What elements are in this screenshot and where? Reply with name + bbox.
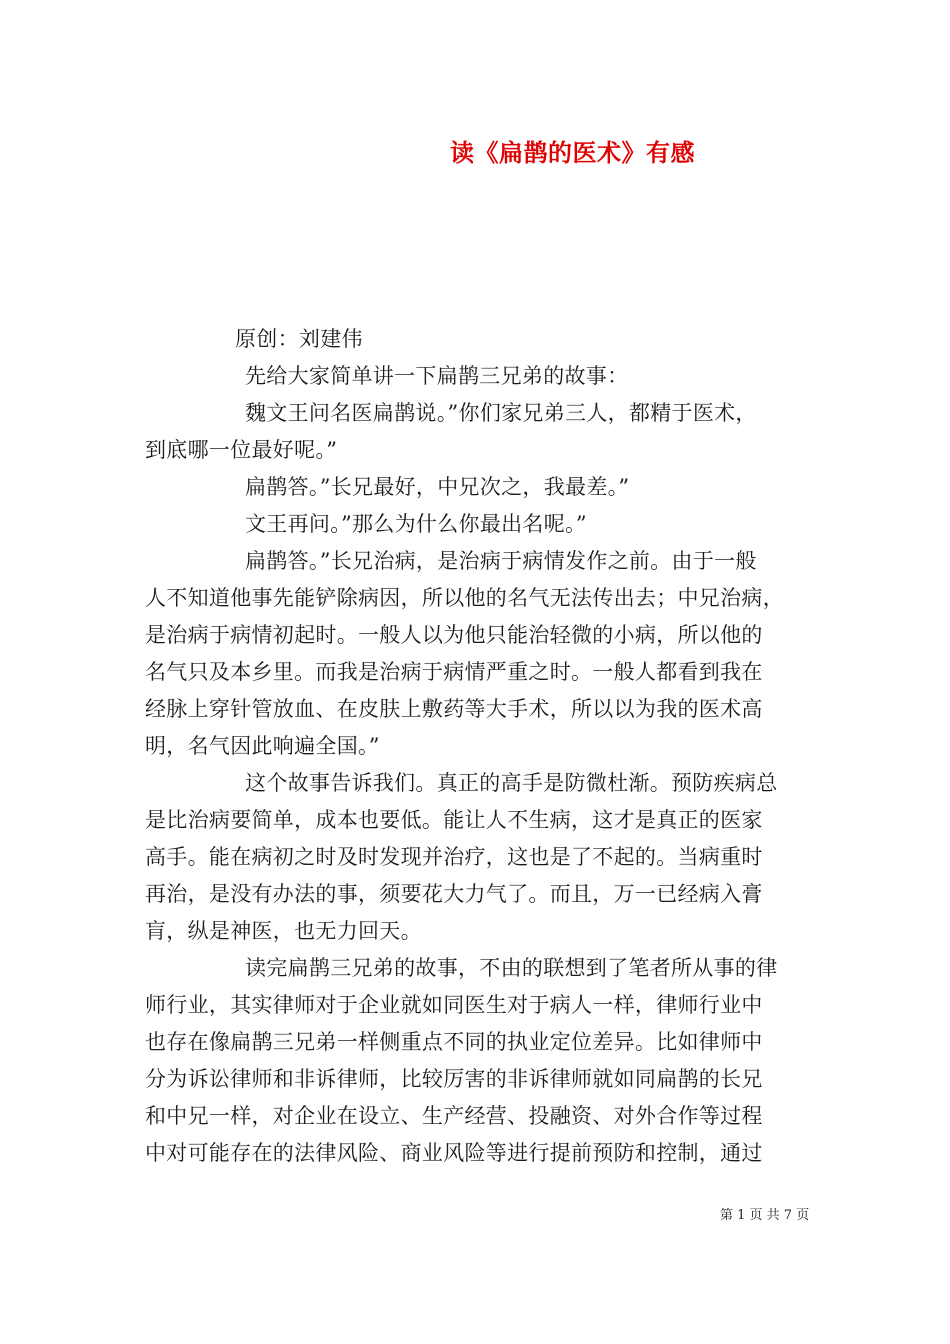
paragraph-line: 名气只及本乡里。而我是治病于病情严重之时。一般人都看到我在 [145, 660, 763, 684]
paragraph-line: 扁鹊答。”长兄治病，是治病于病情发作之前。由于一般 [245, 549, 757, 573]
paragraph-line: 中对可能存在的法律风险、商业风险等进行提前预防和控制，通过 [145, 1141, 763, 1165]
paragraph-line: 到底哪一位最好呢。” [145, 438, 338, 462]
paragraph-line: 也存在像扁鹊三兄弟一样侧重点不同的执业定位差异。比如律师中 [145, 1030, 763, 1054]
paragraph-line: 这个故事告诉我们。真正的高手是防微杜渐。预防疾病总 [245, 771, 778, 795]
paragraph-line: 扁鹊答。”长兄最好，中兄次之，我最差。” [245, 475, 630, 499]
paragraph-line: 魏文王问名医扁鹊说。”你们家兄弟三人，都精于医术， [245, 401, 757, 425]
paragraph-line: 肓，纵是神医，也无力回天。 [145, 919, 422, 943]
paragraph-line: 读完扁鹊三兄弟的故事，不由的联想到了笔者所从事的律 [245, 956, 778, 980]
paragraph-line: 人不知道他事先能铲除病因，所以他的名气无法传出去；中兄治病， [145, 586, 784, 610]
paragraph-line: 师行业，其实律师对于企业就如同医生对于病人一样，律师行业中 [145, 993, 763, 1017]
paragraph-line: 是比治病要简单，成本也要低。能让人不生病，这才是真正的医家 [145, 808, 763, 832]
paragraph-line: 高手。能在病初之时及时发现并治疗，这也是了不起的。当病重时 [145, 845, 763, 869]
paragraph-line: 经脉上穿针管放血、在皮肤上敷药等大手术，所以以为我的医术高 [145, 697, 763, 721]
paragraph-line: 明，名气因此响遍全国。” [145, 734, 380, 758]
paragraph-line: 文王再问。”那么为什么你最出名呢。” [245, 512, 587, 536]
author-line: 原创：刘建伟 [235, 327, 363, 351]
paragraph-line: 和中兄一样，对企业在设立、生产经营、投融资、对外合作等过程 [145, 1104, 763, 1128]
page-number-footer: 第 1 页 共 7 页 [720, 1208, 810, 1223]
paragraph-line: 先给大家简单讲一下扁鹊三兄弟的故事： [245, 364, 629, 388]
paragraph-line: 分为诉讼律师和非诉律师，比较厉害的非诉律师就如同扁鹊的长兄 [145, 1067, 763, 1091]
paragraph-line: 是治病于病情初起时。一般人以为他只能治轻微的小病，所以他的 [145, 623, 763, 647]
document-title: 读《扁鹊的医术》有感 [450, 138, 695, 167]
paragraph-line: 再治，是没有办法的事，须要花大力气了。而且，万一已经病入膏 [145, 882, 763, 906]
